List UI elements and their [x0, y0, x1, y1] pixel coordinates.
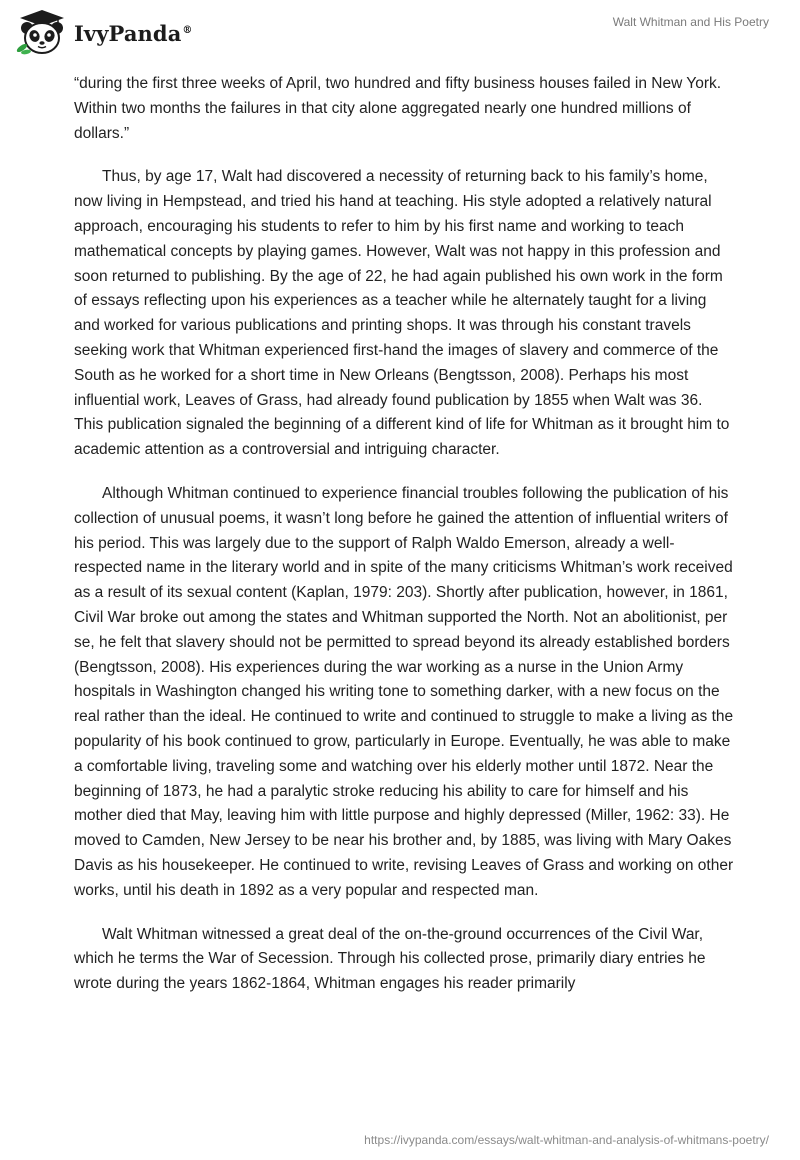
page-header — [0, 0, 800, 60]
document-title: Walt Whitman and His Poetry — [612, 15, 769, 29]
source-url-link[interactable]: https://ivypanda.com/essays/walt-whitman-and-analysis-of-whitmans-poetry/ — [364, 1133, 769, 1147]
paragraph: Although Whitman continued to experience financial troubles following the publication of his collection of unusual poems, it wasn’t long before he gained the attention of influential writers of his period. This was largely due to the support of Ralph Waldo Emerson, already a well-respected name in the literary world and in spite of the many criticisms Whitman’s work received as a result of its sexual content (Kaplan, 1979: 203). Shortly after publication, however, in 1861, Civil War broke out among the states and Whitman supported the North. Not an abolitionist, per se, he felt that slavery should not be permitted to spread beyond its already established borders (Bengtsson, 2008). His experiences during the war working as a nurse in the Union Army hospitals in Washington changed his writing tone to something darker, with a new focus on the real rather than the ideal. He continued to write and continued to struggle to make a living as the popularity of his book continued to grow, particularly in Europe. Eventually, he was able to make a comfortable living, traveling some and watching over his elderly mother until 1872. Near the beginning of 1873, he had a paralytic stroke reducing his ability to care for himself and his mother died that May, leaving him with little purpose and highly depressed (Miller, 1962: 33). He moved to Camden, New Jersey to be near his brother and, by 1885, was living with Mary Oakes Davis as his housekeeper. He continued to write, revising Leaves of Grass and working on other works, until his death in 1892 as a very popular and respected man. — [74, 484, 734, 899]
registered-mark: ® — [182, 24, 193, 36]
ivypanda-logo[interactable] — [14, 8, 193, 56]
panda-graduate-icon — [14, 8, 70, 56]
essay-body — [74, 72, 734, 1016]
paragraph: Thus, by age 17, Walt had discovered a necessity of returning back to his family’s home, now living in Hempstead, and tried his hand at teaching. His style adopted a relatively natural approach, encouraging his students to refer to him by his first name and working to teach mathematical concepts by playing games. However, Walt was not happy in this profession and soon returned to publishing. By the age of 22, he had again published his own work in the form of essays reflecting upon his experiences as a teacher while he alternately taught for a living and worked for various publications and printing shops. It was through his constant travels seeking work that Whitman experienced first-hand the images of slavery and commerce of the South as he worked for a short time in New Orleans (Bengtsson, 2008). Perhaps his most influential work, Leaves of Grass, had already found publication by 1855 when Walt was 36. This publication signaled the beginning of a different kind of life for Whitman as it brought him to academic attention as a controversial and intriguing character. — [74, 168, 730, 459]
brand-name: IvyPanda® — [74, 20, 193, 46]
paragraph-quote: “during the first three weeks of April, two hundred and fifty business houses failed in New York. Within two months the failures in that city alone aggregated nearly one hundred millions of dollars.” — [74, 75, 722, 142]
paragraph: Walt Whitman witnessed a great deal of the on-the-ground occurrences of the Civil War, which he terms the War of Secession. Through his collected prose, primarily diary entries he wrote during the years 1862-1864, Whitman engages his reader primarily — [74, 925, 706, 993]
